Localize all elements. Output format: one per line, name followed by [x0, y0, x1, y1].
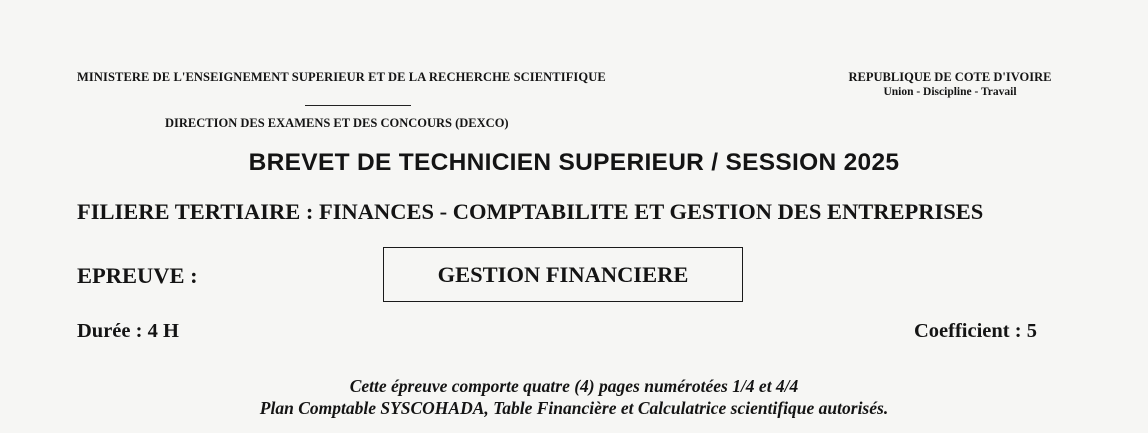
republic-motto: Union - Discipline - Travail: [883, 86, 1017, 98]
exam-notes: [0, 375, 1148, 419]
divider-line: [305, 105, 411, 106]
direction-heading: DIRECTION DES EXAMENS ET DES CONCOURS (DEXCO): [165, 116, 509, 130]
note-line: Cette épreuve comporte quatre (4) pages numérotées 1/4 et 4/4: [349, 376, 799, 396]
duration: Durée : 4 H: [77, 320, 179, 342]
epreuve-name: GESTION FINANCIERE: [437, 261, 689, 287]
republic-block: [835, 70, 1065, 100]
exam-title: BREVET DE TECHNICIEN SUPERIEUR / SESSION 2025: [248, 149, 900, 176]
filiere-line: FILIERE TERTIAIRE : FINANCES - COMPTABILITE ET GESTION DES ENTREPRISES: [77, 199, 984, 224]
republic-name: REPUBLIQUE DE COTE D'IVOIRE: [848, 70, 1052, 84]
epreuve-label: EPREUVE :: [77, 263, 198, 288]
epreuve-name-box: [383, 247, 743, 302]
coefficient: Coefficient : 5: [914, 320, 1037, 342]
note-line: Plan Comptable SYSCOHADA, Table Financière et Calculatrice scientifique autorisés.: [259, 398, 889, 418]
ministry-heading: MINISTERE DE L'ENSEIGNEMENT SUPERIEUR ET DE LA RECHERCHE SCIENTIFIQUE: [77, 70, 606, 84]
